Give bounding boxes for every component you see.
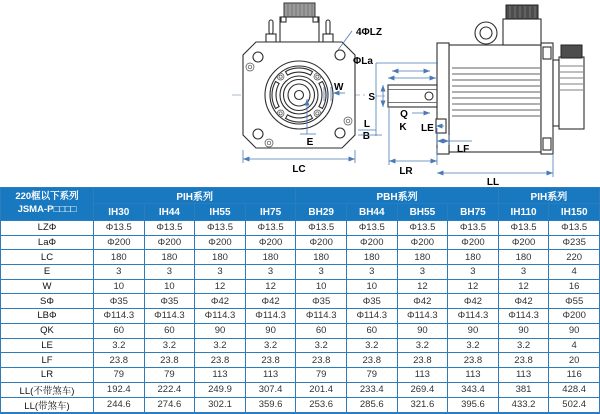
spec-cell: 90 [195, 323, 246, 338]
spec-row [1, 338, 600, 353]
spec-row [1, 367, 600, 382]
spec-cell: 180 [94, 250, 145, 265]
spec-table-body [1, 221, 600, 413]
spec-row [1, 323, 600, 338]
spec-cell: 60 [94, 323, 145, 338]
spec-cell: 285.6 [346, 397, 397, 413]
spec-cell: 381 [498, 382, 549, 397]
spec-cell: Φ114.3 [296, 309, 347, 324]
spec-cell: Φ13.5 [549, 221, 600, 236]
spec-cell: 23.8 [94, 353, 145, 368]
spec-cell: 180 [346, 250, 397, 265]
spec-cell: 433.2 [498, 397, 549, 413]
spec-cell: 307.4 [245, 382, 296, 397]
spec-row [1, 235, 600, 250]
spec-cell: 220 [549, 250, 600, 265]
mounting-pin-right [323, 20, 333, 42]
spec-cell: 222.4 [144, 382, 195, 397]
spec-cell: Φ114.3 [144, 309, 195, 324]
l-label: L [363, 119, 370, 130]
spec-cell: 23.8 [245, 353, 296, 368]
model-column-header: IH110 [498, 204, 549, 221]
spec-cell: 269.4 [397, 382, 448, 397]
e-label: E [306, 137, 314, 148]
group-header-pih-2: PIH系列 [498, 188, 599, 204]
spec-row-label: E [1, 265, 94, 280]
spec-row [1, 382, 600, 397]
s-label: S [368, 92, 375, 103]
spec-cell: 79 [296, 367, 347, 382]
spec-table-wrap [0, 187, 600, 411]
spec-cell: 3 [144, 265, 195, 280]
spec-cell: Φ114.3 [94, 309, 145, 324]
spec-row-label: LL(带煞车) [1, 397, 94, 413]
model-column-header: BH29 [296, 204, 347, 221]
spec-cell: 20 [549, 353, 600, 368]
front-flange-plate [437, 43, 449, 154]
spec-cell: 12 [448, 279, 499, 294]
spec-cell: Φ114.3 [397, 309, 448, 324]
spec-row [1, 221, 600, 236]
spec-row-label: LaΦ [1, 235, 94, 250]
spec-cell: Φ200 [498, 235, 549, 250]
spec-cell: Φ13.5 [245, 221, 296, 236]
spec-cell: 3 [94, 265, 145, 280]
spec-cell: 12 [245, 279, 296, 294]
spec-cell: Φ13.5 [346, 221, 397, 236]
spec-row-label: LF [1, 353, 94, 368]
spec-cell: 180 [144, 250, 195, 265]
mounting-pin-left [266, 20, 276, 42]
model-column-header: IH75 [245, 204, 296, 221]
spec-cell: 23.8 [296, 353, 347, 368]
spec-cell: 60 [144, 323, 195, 338]
spec-cell: 3 [346, 265, 397, 280]
spec-row-label: W [1, 279, 94, 294]
spec-cell: 4 [549, 265, 600, 280]
spec-cell: Φ35 [94, 294, 145, 309]
spec-cell: 113 [498, 367, 549, 382]
group-header-pbh: PBH系列 [296, 188, 498, 204]
spec-row [1, 397, 600, 413]
spec-cell: 3 [195, 265, 246, 280]
spec-cell: 3.2 [296, 338, 347, 353]
spec-row-label: LBΦ [1, 309, 94, 324]
spec-row-label: LC [1, 250, 94, 265]
spec-cell: 192.4 [94, 382, 145, 397]
spec-cell: Φ35 [144, 294, 195, 309]
flange-outline [243, 42, 355, 148]
spec-cell: 4 [549, 338, 600, 353]
spec-cell: 3.2 [498, 338, 549, 353]
spec-cell: 12 [498, 279, 549, 294]
spec-cell: Φ200 [245, 235, 296, 250]
spec-cell: 10 [94, 279, 145, 294]
q-label: Q [400, 109, 408, 120]
spec-cell: Φ13.5 [498, 221, 549, 236]
encoder-connector [280, 3, 319, 42]
model-column-header: IH44 [144, 204, 195, 221]
spec-cell: 233.4 [346, 382, 397, 397]
spec-cell: 3.2 [144, 338, 195, 353]
lc-label: LC [292, 164, 306, 175]
spec-cell: Φ200 [94, 235, 145, 250]
spec-cell: 249.9 [195, 382, 246, 397]
spec-cell: Φ200 [346, 235, 397, 250]
spec-cell: 3 [397, 265, 448, 280]
spec-cell: 79 [94, 367, 145, 382]
spec-cell: 79 [346, 367, 397, 382]
spec-cell: Φ35 [296, 294, 347, 309]
dimension-spec-table [0, 187, 600, 414]
series-corner-header [1, 188, 94, 221]
spec-cell: 60 [296, 323, 347, 338]
spec-cell: 90 [397, 323, 448, 338]
eye-bolt [475, 22, 497, 44]
spec-cell: 116 [549, 367, 600, 382]
spec-cell: Φ13.5 [195, 221, 246, 236]
spec-cell: 3.2 [448, 338, 499, 353]
spec-row-label: QK [1, 323, 94, 338]
spec-cell: Φ200 [296, 235, 347, 250]
spec-cell: 10 [346, 279, 397, 294]
series-corner-line2: JSMA-P□□□□ [17, 204, 77, 215]
spec-row-label: SΦ [1, 294, 94, 309]
rear-plate [541, 43, 553, 154]
spec-row-label: LE [1, 338, 94, 353]
spec-cell: 12 [195, 279, 246, 294]
spec-cell: 3.2 [94, 338, 145, 353]
spec-cell: 12 [397, 279, 448, 294]
spec-cell: 3.2 [397, 338, 448, 353]
motor-front-view [232, 3, 382, 175]
lf-label: LF [457, 144, 470, 155]
spec-cell: Φ200 [448, 235, 499, 250]
spec-cell: Φ200 [144, 235, 195, 250]
motor-side-view [358, 5, 584, 187]
spec-cell: 113 [397, 367, 448, 382]
spec-cell: 3 [245, 265, 296, 280]
spec-cell: 23.8 [448, 353, 499, 368]
spec-cell: Φ114.3 [498, 309, 549, 324]
series-corner-line1: 220框以下系列 [15, 191, 79, 203]
spec-cell: 23.8 [144, 353, 195, 368]
spec-cell: 113 [195, 367, 246, 382]
model-column-header: IH30 [94, 204, 145, 221]
spec-row-label: LL(不带煞车) [1, 382, 94, 397]
spec-cell: 180 [245, 250, 296, 265]
spec-cell: 180 [397, 250, 448, 265]
spec-cell: 3 [448, 265, 499, 280]
spec-cell: 23.8 [397, 353, 448, 368]
spec-cell: 201.4 [296, 382, 347, 397]
spec-cell: Φ55 [549, 294, 600, 309]
spec-cell: 3 [498, 265, 549, 280]
spec-cell: Φ200 [397, 235, 448, 250]
spec-cell: 343.4 [448, 382, 499, 397]
spec-row [1, 353, 600, 368]
spec-cell: 60 [346, 323, 397, 338]
spec-cell: 90 [245, 323, 296, 338]
spec-cell: Φ13.5 [144, 221, 195, 236]
spec-row [1, 309, 600, 324]
flange-dia-label: ΦLa [353, 56, 373, 67]
spec-cell: 180 [448, 250, 499, 265]
spec-cell: 428.4 [549, 382, 600, 397]
motor-dimension-drawing [0, 0, 600, 187]
spec-cell: 23.8 [498, 353, 549, 368]
spec-cell: Φ200 [549, 309, 600, 324]
motor-body [449, 45, 541, 152]
spec-cell: 16 [549, 279, 600, 294]
power-connector-top [503, 5, 541, 45]
model-column-header: BH75 [448, 204, 499, 221]
model-column-header: BH55 [397, 204, 448, 221]
spec-cell: 10 [144, 279, 195, 294]
spec-cell: Φ114.3 [195, 309, 246, 324]
spec-cell: 113 [448, 367, 499, 382]
spec-cell: 113 [245, 367, 296, 382]
le-label: LE [421, 123, 434, 134]
spec-cell: 274.6 [144, 397, 195, 413]
spec-cell: Φ42 [195, 294, 246, 309]
model-column-header: IH150 [549, 204, 600, 221]
spec-row [1, 250, 600, 265]
spec-cell: 3 [296, 265, 347, 280]
spec-cell: 180 [296, 250, 347, 265]
spec-cell: 23.8 [346, 353, 397, 368]
spec-row-label: LZΦ [1, 221, 94, 236]
spec-row [1, 294, 600, 309]
spec-cell: Φ13.5 [448, 221, 499, 236]
spec-cell: 395.6 [448, 397, 499, 413]
spec-cell: Φ42 [498, 294, 549, 309]
spec-cell: 502.4 [549, 397, 600, 413]
spec-cell: 3.2 [346, 338, 397, 353]
spec-cell: Φ13.5 [296, 221, 347, 236]
spec-cell: 79 [144, 367, 195, 382]
spec-cell: 3.2 [245, 338, 296, 353]
lr-label: LR [399, 166, 413, 177]
spec-cell: Φ13.5 [397, 221, 448, 236]
group-header-pih: PIH系列 [94, 188, 296, 204]
spec-cell: Φ42 [397, 294, 448, 309]
ll-label: LL [486, 177, 500, 187]
spec-cell: 359.6 [245, 397, 296, 413]
spec-cell: 3.2 [195, 338, 246, 353]
spec-cell: 180 [195, 250, 246, 265]
spec-cell: 253.6 [296, 397, 347, 413]
spec-cell: 90 [448, 323, 499, 338]
spec-cell: 180 [498, 250, 549, 265]
spec-cell: Φ235 [549, 235, 600, 250]
spec-cell: 302.1 [195, 397, 246, 413]
spec-cell: Φ114.3 [346, 309, 397, 324]
spec-row [1, 265, 600, 280]
spec-cell: Φ114.3 [245, 309, 296, 324]
spec-row-label: LR [1, 367, 94, 382]
spec-cell: Φ42 [245, 294, 296, 309]
keyway-width-label: W [334, 82, 344, 93]
spec-cell: 90 [549, 323, 600, 338]
k-label: K [399, 122, 407, 133]
spec-row [1, 279, 600, 294]
spec-cell: 244.6 [94, 397, 145, 413]
spec-cell: Φ42 [448, 294, 499, 309]
model-column-header: BH44 [346, 204, 397, 221]
model-column-header: IH55 [195, 204, 246, 221]
spec-cell: Φ200 [195, 235, 246, 250]
bolt-holes-label: 4ΦLZ [356, 27, 382, 38]
spec-cell: 321.6 [397, 397, 448, 413]
spec-cell: 10 [296, 279, 347, 294]
spec-cell: 23.8 [195, 353, 246, 368]
spec-cell: Φ35 [346, 294, 397, 309]
spec-cell: Φ13.5 [94, 221, 145, 236]
spec-cell: 90 [498, 323, 549, 338]
spec-cell: Φ114.3 [448, 309, 499, 324]
b-label: B [362, 131, 370, 142]
spec-table-header [1, 188, 600, 221]
